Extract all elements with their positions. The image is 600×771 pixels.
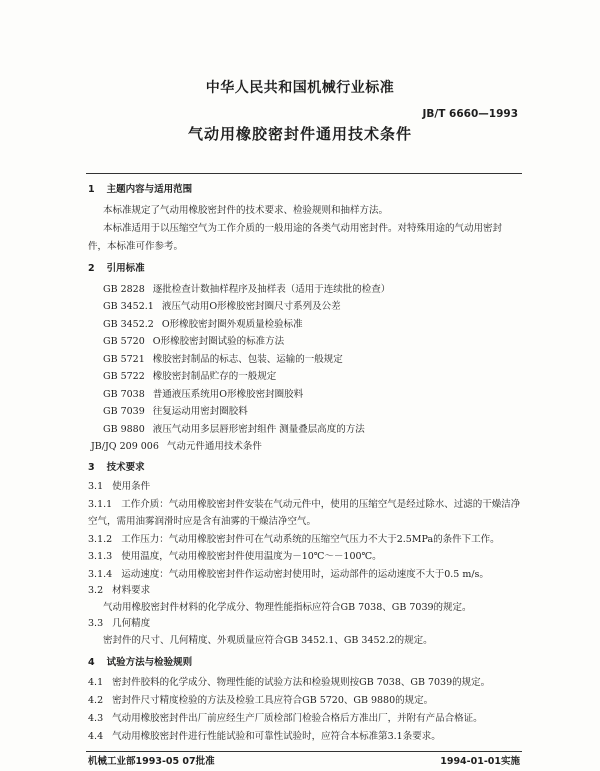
reference-code: GB 3452.2: [103, 319, 154, 330]
paragraph: 本标准规定了气动用橡胶密封件的技术要求、检验规则和抽样方法。: [103, 205, 389, 216]
clause-3-2: [88, 585, 150, 597]
paragraph-continuation: 件，本标准可作参考。: [88, 241, 184, 252]
clause-3-1-3: [88, 551, 382, 563]
clause-number: 3.1.2: [88, 534, 113, 545]
section-1-heading: [88, 184, 192, 196]
clause-number: 4.2: [88, 695, 104, 706]
reference-item: [103, 319, 303, 331]
reference-code: GB 7039: [103, 406, 145, 417]
clause-4-2: [88, 695, 433, 707]
reference-title: 逐批检查计数抽样程序及抽样表（适用于连续批的检查）: [152, 284, 391, 295]
clause-number: 4.4: [88, 731, 104, 742]
paragraph: 本标准适用于以压缩空气为工作介质的一般用途的各类气动用密封件。对特殊用途的气动用密封: [103, 223, 503, 234]
reference-item: [103, 336, 284, 348]
reference-item: [103, 301, 341, 313]
approval-date: 机械工业部1993-05 07批准: [88, 756, 215, 767]
section-title: 引用标准: [106, 263, 145, 274]
reference-item: [103, 354, 343, 366]
section-number: 4: [88, 657, 95, 668]
reference-item: [91, 441, 262, 453]
reference-item: [103, 406, 248, 418]
clause-number: 3.1.1: [88, 499, 113, 510]
clause-text: 使用温度，气动用橡胶密封件使用温度为－10℃～－100℃。: [121, 551, 382, 562]
reference-code: GB 9880: [103, 424, 145, 435]
clause-4-4: [88, 731, 441, 743]
reference-item: [103, 424, 365, 436]
reference-title: 普通液压系统用O形橡胶密封圈胶料: [152, 389, 304, 400]
reference-code: GB 5721: [103, 354, 145, 365]
clause-text: 运动速度：气动用橡胶密封件作运动密封使用时，运动部件的运动速度不大于0.5 m/s。: [121, 569, 489, 580]
section-3-heading: [88, 462, 145, 474]
clause-number: 3.1.3: [88, 551, 113, 562]
clause-number: 4.1: [88, 677, 104, 688]
reference-title: O形橡胶密封圈试验的标准方法: [152, 336, 285, 347]
clause-text: 气动用橡胶密封件进行性能试验和可靠性试验时，应符合本标准第3.1条要求。: [112, 731, 441, 742]
standard-code: JB/T 6660—1993: [422, 108, 518, 120]
clause-number: 3.1.4: [88, 569, 113, 580]
section-number: 2: [88, 263, 95, 274]
clause-4-3: [88, 713, 483, 725]
reference-code: GB 3452.1: [103, 301, 154, 312]
reference-code: GB 5720: [103, 336, 145, 347]
clause-text: 材料要求: [112, 585, 151, 596]
clause-text: 密封件尺寸精度检验的方法及检验工具应符合GB 5720、GB 9880的规定。: [112, 695, 434, 706]
clause-3-1: [88, 481, 150, 493]
clause-text: 密封件胶料的化学成分、物理性能的试验方法和检验规则按GB 7038、GB 7039的规定。: [112, 677, 491, 688]
effective-date: 1994-01-01实施: [440, 756, 520, 767]
reference-code: GB 7038: [103, 389, 145, 400]
clause-4-1: [88, 677, 490, 689]
clause-body: 气动用橡胶密封件材料的化学成分、物理性能指标应符合GB 7038、GB 7039的规定。: [103, 602, 472, 613]
reference-item: [103, 284, 390, 296]
clause-text: 使用条件: [112, 481, 151, 492]
clause-text: 气动用橡胶密封件出厂前应经生产厂质检部门检验合格后方准出厂，并附有产品合格证。: [112, 713, 483, 724]
reference-title: 液压气动用多层唇形密封组件 测量叠层高度的方法: [152, 424, 365, 435]
reference-code: GB 2828: [103, 284, 145, 295]
reference-title: O形橡胶密封圈外观质量检验标准: [161, 319, 303, 330]
reference-item: [103, 371, 276, 383]
section-title: 技术要求: [106, 462, 145, 473]
section-number: 1: [88, 184, 95, 195]
section-title: 主题内容与适用范围: [106, 184, 193, 195]
clause-text: 工作压力：气动用橡胶密封件可在气动系统的压缩空气压力不大于2.5MPa的条件下工作。: [121, 534, 500, 545]
reference-title: 往复运动用密封圈胶料: [152, 406, 248, 417]
header-rule: [86, 173, 522, 174]
clause-text: 几何精度: [112, 618, 151, 629]
reference-title: 橡胶密封制品贮存的一般规定: [152, 371, 277, 382]
section-4-heading: [88, 657, 192, 669]
footer-rule: [86, 751, 522, 752]
clause-number: 3.1: [88, 481, 104, 492]
clause-body: 密封件的尺寸、几何精度、外观质量应符合GB 3452.1、GB 3452.2的规定。: [103, 635, 433, 646]
standard-organization: 中华人民共和国机械行业标准: [205, 80, 395, 96]
clause-number: 3.2: [88, 585, 104, 596]
clause-number: 4.3: [88, 713, 104, 724]
section-number: 3: [88, 462, 95, 473]
reference-title: 橡胶密封制品的标志、包装、运输的一般规定: [152, 354, 343, 365]
section-2-heading: [88, 263, 145, 275]
clause-3-1-2: [88, 534, 500, 546]
clause-3-1-4: [88, 569, 489, 581]
section-title: 试验方法与检验规则: [106, 657, 193, 668]
reference-code: GB 5722: [103, 371, 145, 382]
clause-text: 工作介质：气动用橡胶密封件安装在气动元件中，使用的压缩空气是经过除水、过滤的干燥洁净: [121, 499, 521, 510]
clause-number: 3.3: [88, 618, 104, 629]
clause-3-1-1: [88, 499, 520, 511]
reference-code: JB/JQ 209 006: [91, 441, 159, 452]
reference-title: 液压气动用O形橡胶密封圈尺寸系列及公差: [161, 301, 341, 312]
document-title: 气动用橡胶密封件通用技术条件: [187, 125, 412, 143]
clause-3-3: [88, 618, 150, 630]
clause-continuation: 空气，需用油雾润滑时应是含有油雾的干燥洁净空气。: [88, 516, 317, 527]
reference-item: [103, 389, 303, 401]
reference-title: 气动元件通用技术条件: [166, 441, 262, 452]
